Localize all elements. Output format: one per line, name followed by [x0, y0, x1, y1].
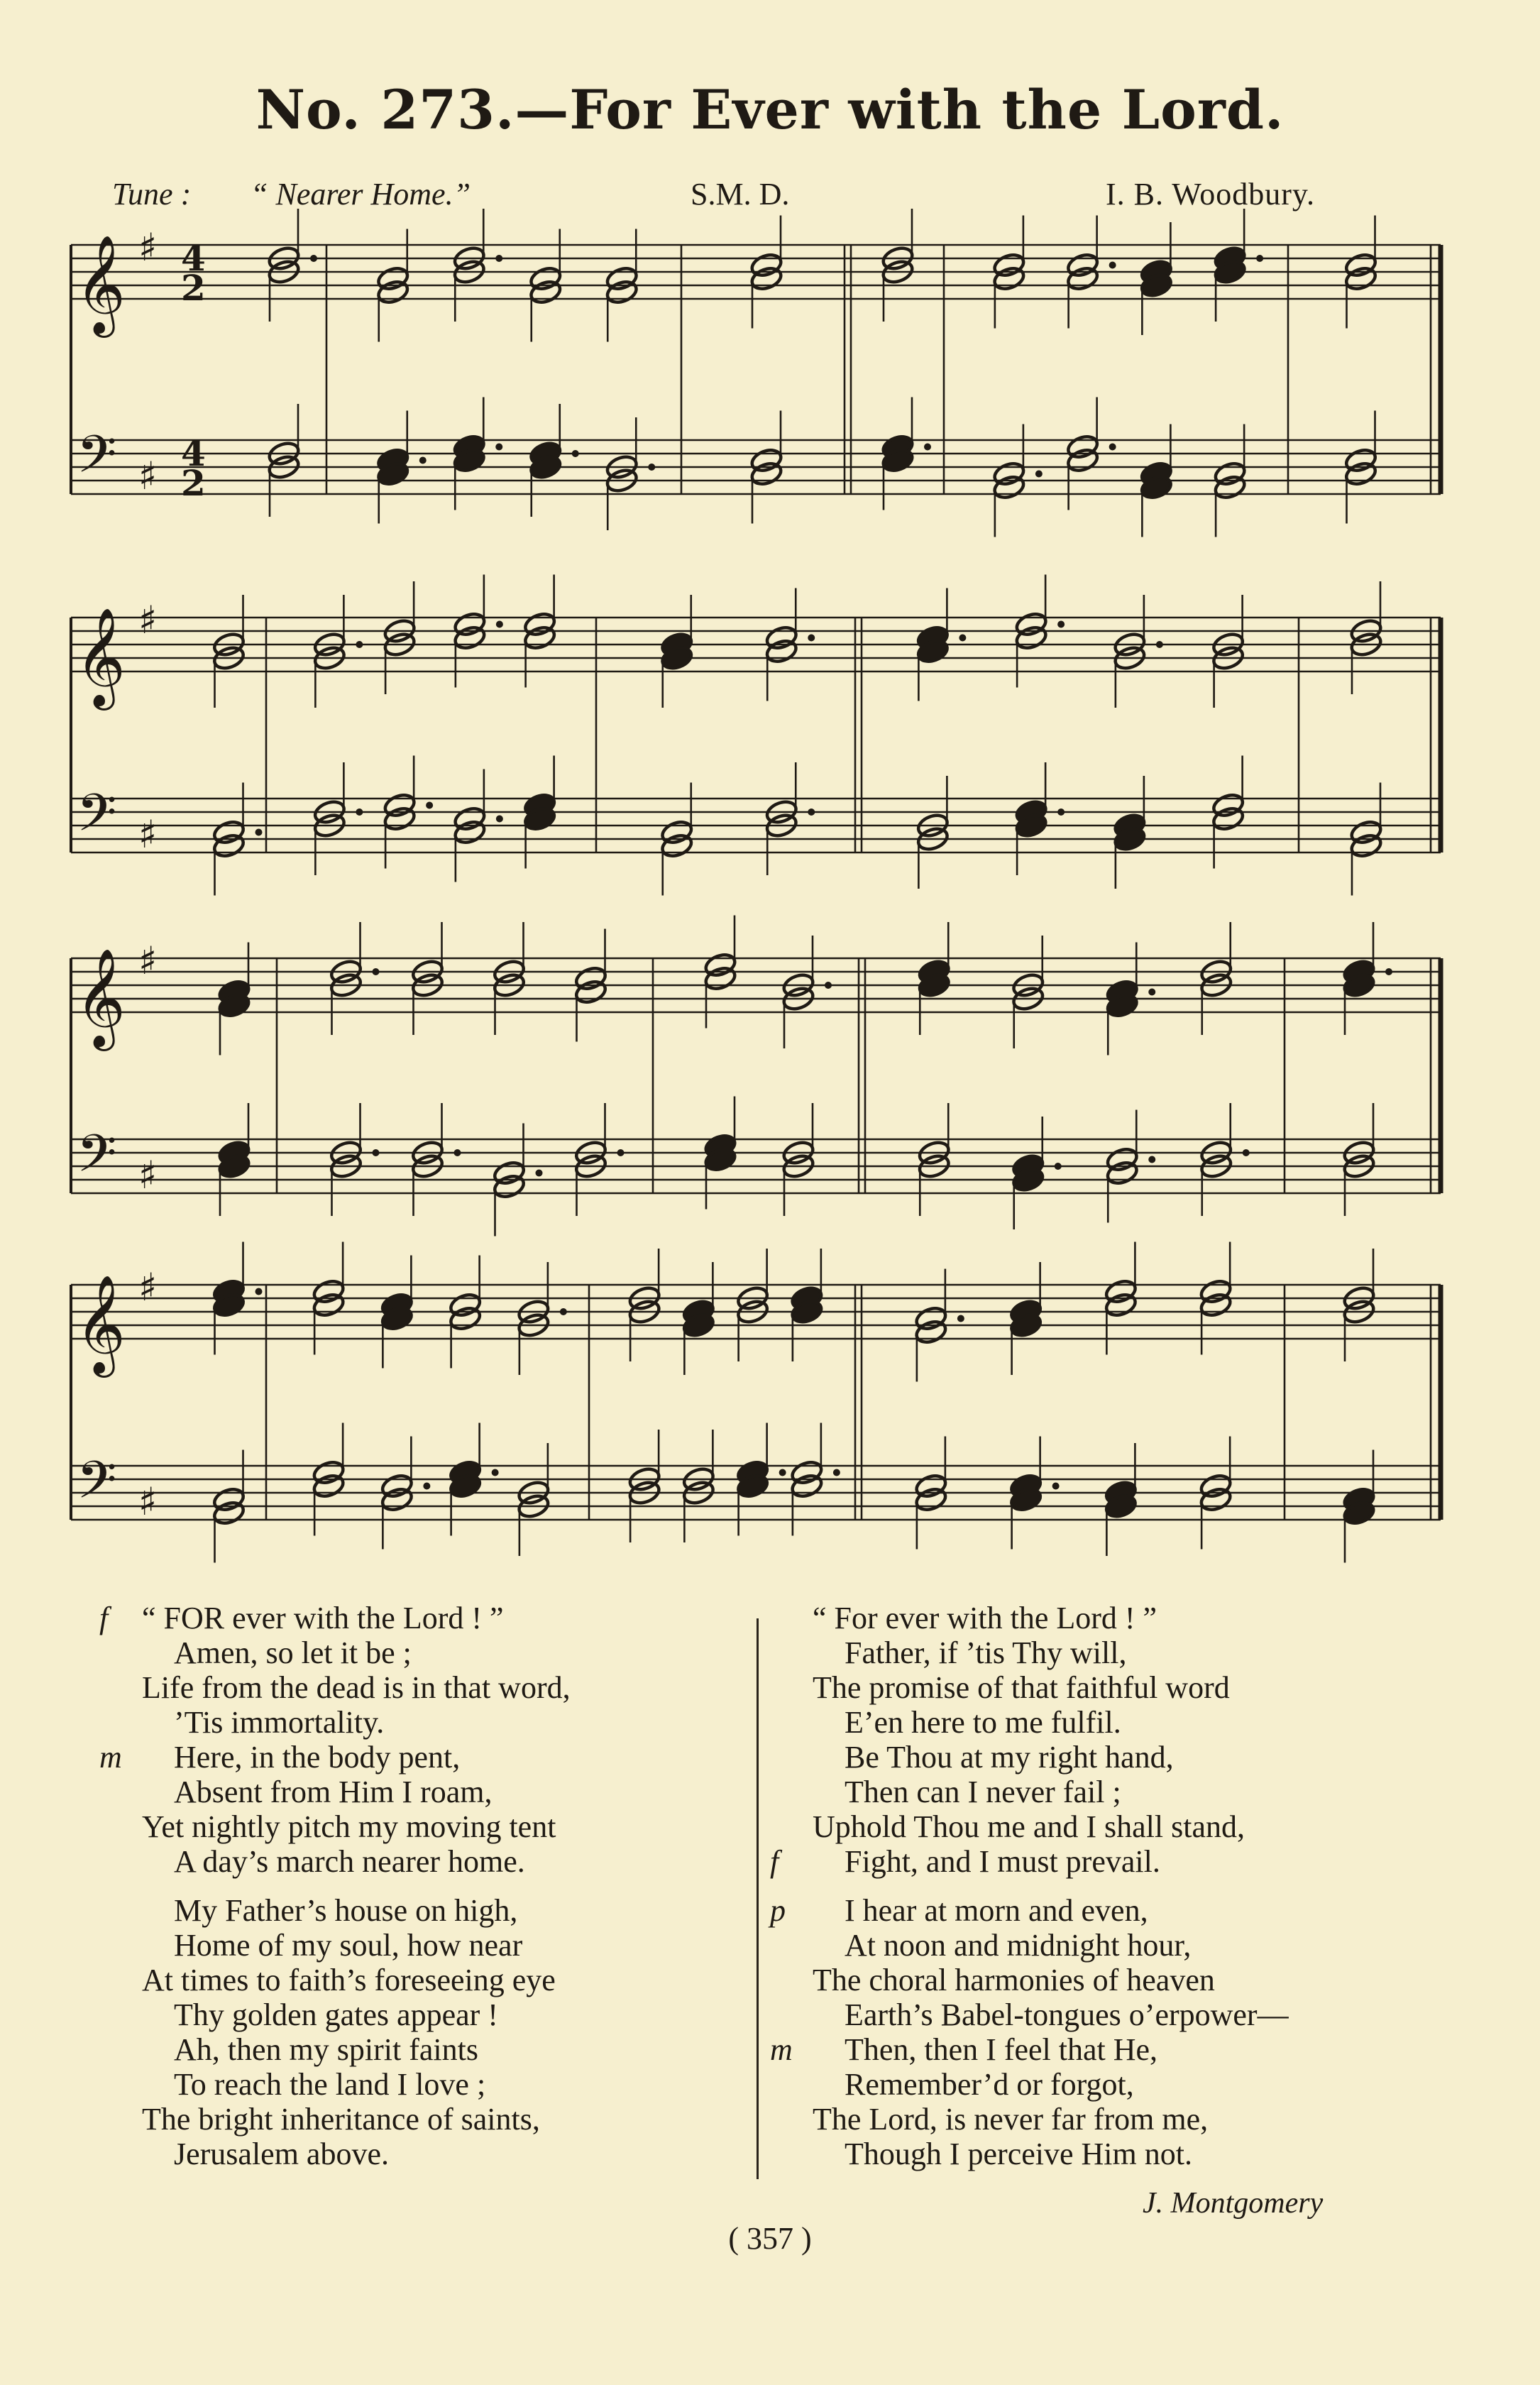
bass-clef: 𝄢: [77, 424, 117, 497]
note-head: [453, 624, 487, 652]
verse-text: Fight, and I must prevail.: [845, 1844, 1160, 1879]
time-signature-top: 4: [181, 432, 206, 474]
dot: [1057, 808, 1065, 816]
note-head: [211, 832, 246, 860]
time-signature-bottom: 2: [181, 462, 206, 504]
verse-line: [99, 2032, 738, 2067]
note-head: [1104, 1291, 1138, 1319]
note-head: [605, 278, 639, 306]
note-head: [1065, 446, 1099, 474]
dot: [924, 444, 931, 451]
author: J. Montgomery: [1143, 2187, 1324, 2220]
note-head: [660, 832, 694, 860]
note-head: [764, 637, 798, 665]
dot: [496, 621, 503, 628]
verse-text: Here, in the body pent,: [174, 1740, 461, 1775]
verse-line: [770, 1775, 1480, 1809]
dot: [779, 1469, 786, 1476]
dynamic-mark: m: [99, 1740, 122, 1775]
verse-line: [99, 1963, 738, 1997]
dynamic-mark: f: [99, 1601, 109, 1635]
key-sharp: ♯: [138, 1265, 158, 1310]
dot: [255, 829, 263, 836]
verse-text: Absent from Him I roam,: [174, 1775, 493, 1809]
dot: [959, 635, 966, 642]
note-head: [703, 965, 737, 992]
dot: [1109, 262, 1116, 269]
bass-clef: 𝄢: [77, 1123, 117, 1196]
note-head: [914, 1486, 948, 1513]
verse-line: [99, 1705, 738, 1740]
dot: [1148, 989, 1155, 996]
verse-line: [770, 2032, 1480, 2067]
verse-text: Then can I never fail ;: [845, 1775, 1121, 1809]
composer: I. B. Woodbury.: [1106, 177, 1316, 212]
key-sharp: ♯: [138, 1479, 158, 1524]
note-head: [312, 1472, 346, 1500]
note-head: [312, 1291, 346, 1319]
dot: [957, 1315, 964, 1322]
note-head: [914, 1318, 948, 1346]
verse-line: [99, 1775, 738, 1809]
verse-text: “ FOR ever with the Lord ! ”: [142, 1601, 504, 1635]
verse-text: The bright inheritance of saints,: [142, 2102, 540, 2137]
dot: [572, 450, 579, 457]
tune-label: Tune :: [112, 177, 192, 212]
verse-text: My Father’s house on high,: [174, 1893, 518, 1928]
key-sharp: ♯: [138, 598, 158, 642]
note-head: [1349, 832, 1383, 860]
note-head: [380, 1486, 414, 1513]
verse-text: Father, if ’tis Thy will,: [845, 1635, 1127, 1670]
note-head: [211, 1499, 246, 1527]
verse-line: [770, 1705, 1480, 1740]
hymn-title: No. 273.—For Ever with the Lord.: [255, 78, 1285, 141]
verse-line: [99, 1740, 738, 1775]
verses: [0, 1601, 1540, 2183]
verse-line: [99, 1809, 738, 1844]
verse-line: [770, 2067, 1480, 2102]
note-head: [1343, 265, 1377, 292]
note-head: [1199, 1486, 1233, 1513]
stanza-gap: [770, 1879, 1480, 1893]
note-head: [790, 1472, 824, 1500]
verse-text: Jerusalem above.: [174, 2137, 389, 2171]
verse-text: I hear at morn and even,: [845, 1893, 1148, 1928]
note-head: [1213, 473, 1247, 501]
dot: [373, 968, 380, 975]
dot: [1052, 1483, 1060, 1490]
dot: [617, 1149, 625, 1156]
key-sharp: ♯: [138, 225, 158, 270]
verse-line: [770, 1844, 1480, 1879]
key-sharp: ♯: [138, 812, 158, 857]
time-signature-bottom: 2: [181, 267, 206, 309]
dot: [825, 982, 832, 989]
verse-text: At times to faith’s foreseeing eye: [142, 1963, 556, 1997]
note-head: [749, 265, 783, 292]
dot: [1385, 968, 1392, 975]
bass-clef: 𝄢: [77, 782, 117, 855]
note-head: [1199, 1291, 1233, 1319]
note-head: [992, 473, 1026, 501]
verse-text: The Lord, is never far from me,: [813, 2102, 1209, 2137]
note-head: [376, 278, 410, 306]
verse-line: [770, 1740, 1480, 1775]
note-head: [453, 818, 487, 846]
treble-clef: 𝄞: [75, 235, 126, 334]
dot: [423, 1483, 430, 1490]
verse-line: [770, 2137, 1480, 2171]
dynamic-mark: f: [770, 1844, 779, 1879]
verse-text: Though I perceive Him not.: [845, 2137, 1192, 2171]
verse-line: [99, 1997, 738, 2032]
verse-line: [770, 2102, 1480, 2137]
verse-text: Then, then I feel that He,: [845, 2032, 1158, 2067]
dynamic-mark: m: [770, 2032, 793, 2067]
dot: [356, 641, 363, 648]
verse-text: The choral harmonies of heaven: [813, 1963, 1215, 1997]
note-head: [492, 1173, 526, 1200]
dot: [1055, 1163, 1062, 1170]
verse-text: Amen, so let it be ;: [174, 1635, 412, 1670]
treble-clef: 𝄞: [75, 948, 126, 1047]
dot: [454, 1149, 461, 1156]
verse-line: [99, 2137, 738, 2171]
verse-text: To reach the land I love ;: [174, 2067, 486, 2102]
note-head: [1343, 460, 1377, 488]
stanza-gap: [99, 1879, 738, 1893]
note-head: [529, 278, 563, 306]
verse-text: Earth’s Babel-tongues o’erpower—: [845, 1997, 1289, 2032]
verse-text: Life from the dead is in that word,: [142, 1670, 571, 1705]
dot: [1243, 1149, 1250, 1156]
verse-text: Remember’d or forgot,: [845, 2067, 1134, 2102]
dot: [833, 1469, 840, 1476]
time-signature-top: 4: [181, 237, 206, 279]
dot: [310, 255, 317, 262]
verse-text: Yet nightly pitch my moving tent: [142, 1809, 556, 1844]
verse-text: “ For ever with the Lord ! ”: [813, 1601, 1157, 1635]
dot: [495, 255, 502, 262]
note-head: [1105, 1159, 1139, 1187]
treble-clef: 𝄞: [75, 1275, 126, 1374]
verse-line: [99, 1893, 738, 1928]
verse-text: A day’s march nearer home.: [174, 1844, 525, 1879]
note-head: [383, 805, 417, 833]
note-head: [992, 265, 1026, 292]
note-head: [1014, 624, 1048, 652]
dot: [419, 457, 427, 464]
dot: [1035, 471, 1043, 478]
verse-text: At noon and midnight hour,: [845, 1928, 1192, 1963]
dot: [255, 1288, 263, 1295]
verse-text: Thy golden gates appear !: [174, 1997, 498, 2032]
note-head: [522, 624, 556, 652]
verse-line: [99, 2102, 738, 2137]
verse-line: [99, 1601, 738, 1635]
key-sharp: ♯: [138, 938, 158, 983]
bass-clef: 𝄢: [77, 1449, 117, 1523]
verse-text: Home of my soul, how near: [174, 1928, 523, 1963]
dot: [426, 802, 433, 809]
verse-text: Uphold Thou me and I shall stand,: [813, 1809, 1245, 1844]
verse-line: [770, 1635, 1480, 1670]
tune-name: “ Nearer Home.”: [251, 177, 471, 212]
verse-line: [99, 1670, 738, 1705]
dot: [356, 808, 363, 816]
dot: [1148, 1156, 1155, 1163]
dot: [808, 808, 815, 816]
note-head: [448, 1305, 482, 1332]
dot: [492, 1469, 499, 1476]
verse-line: [770, 1963, 1480, 1997]
verse-line: [99, 1844, 738, 1879]
key-sharp: ♯: [138, 454, 158, 498]
dot: [495, 444, 502, 451]
verse-line: [770, 1601, 1480, 1635]
page-number: ( 357 ): [728, 2221, 812, 2256]
dot: [496, 816, 503, 823]
verse-line: [770, 1928, 1480, 1963]
dot: [536, 1170, 543, 1177]
dot: [1156, 641, 1163, 648]
note-head: [749, 460, 783, 488]
dot: [1057, 621, 1065, 628]
verses-right-column: [770, 1601, 1480, 2171]
note-head: [1065, 265, 1099, 292]
verse-line: [770, 1670, 1480, 1705]
dot: [1256, 255, 1263, 262]
verse-line: [770, 1997, 1480, 2032]
verse-text: E’en here to me fulfil.: [845, 1705, 1121, 1740]
meter: S.M. D.: [691, 177, 790, 212]
verse-text: The promise of that faithful word: [813, 1670, 1230, 1705]
verse-line: [770, 1809, 1480, 1844]
note-head: [573, 978, 607, 1006]
dot: [648, 464, 655, 471]
key-sharp: ♯: [138, 1153, 158, 1197]
verses-left-column: [99, 1601, 738, 2171]
dot: [808, 635, 815, 642]
dot: [560, 1308, 567, 1315]
treble-clef: 𝄞: [75, 608, 126, 706]
dot: [1109, 444, 1116, 451]
verse-line: [99, 2067, 738, 2102]
verse-text: Be Thou at my right hand,: [845, 1740, 1174, 1775]
verse-text: ’Tis immortality.: [174, 1705, 385, 1740]
note-head: [1211, 805, 1245, 833]
dot: [373, 1149, 380, 1156]
dynamic-mark: p: [770, 1893, 786, 1928]
verse-text: Ah, then my spirit faints: [174, 2032, 478, 2067]
verse-line: [99, 1635, 738, 1670]
verse-line: [770, 1893, 1480, 1928]
verse-line: [99, 1928, 738, 1963]
